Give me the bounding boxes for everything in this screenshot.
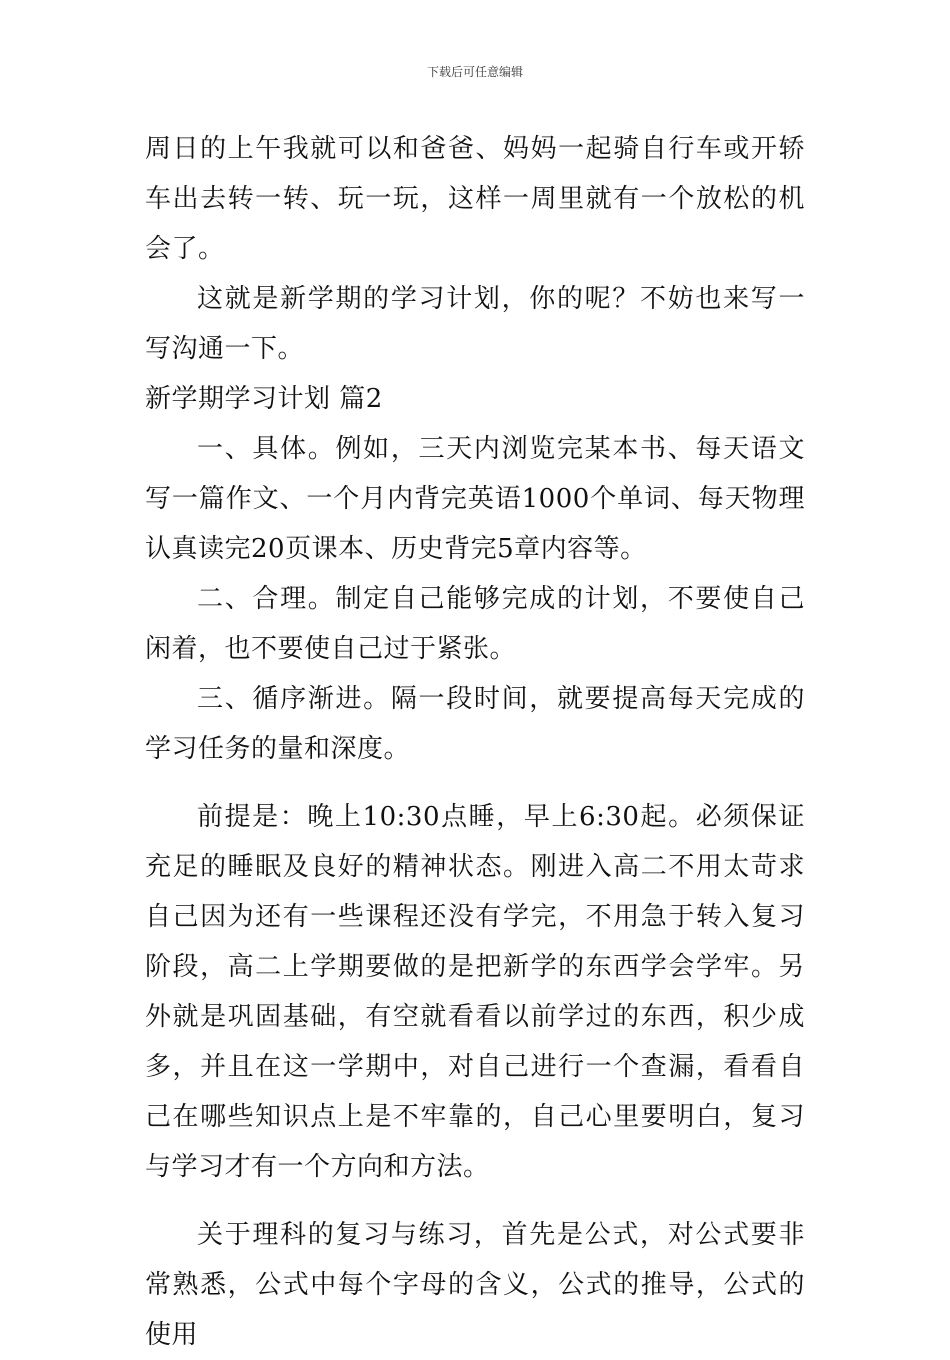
paragraph: 前提是：晚上10:30点睡，早上6:30起。必须保证充足的睡眠及良好的精神状态。刚进入高二不用太苛求自己因为还有一些课程还没有学完，不用急于转入复习阶段，高二上学期要做的是把新学的东西学会学牢。另外就是巩固基础，有空就看看以前学过的东西，积少成多，并且在这一学期中，对自己进行一个查漏，看看自己在哪些知识点上是不牢靠的，自己心里要明白，复习与学习才有一个方向和方法。 bbox=[145, 802, 805, 1182]
document-body bbox=[145, 124, 805, 1360]
paragraph: 这就是新学期的学习计划，你的呢？不妨也来写一写沟通一下。 bbox=[145, 284, 805, 364]
paragraph: 三、循序渐进。隔一段时间，就要提高每天完成的学习任务的量和深度。 bbox=[145, 684, 805, 764]
paragraph: 关于理科的复习与练习，首先是公式，对公式要非常熟悉，公式中每个字母的含义，公式的推导，公式的使用 bbox=[145, 1220, 805, 1350]
paragraph: 二、合理。制定自己能够完成的计划，不要使自己闲着，也不要使自己过于紧张。 bbox=[145, 584, 805, 664]
section-heading: 新学期学习计划 篇2 bbox=[145, 384, 383, 414]
paragraph: 周日的上午我就可以和爸爸、妈妈一起骑自行车或开轿车出去转一转、玩一玩，这样一周里就有一个放松的机会了。 bbox=[145, 134, 805, 264]
paragraph: 一、具体。例如，三天内浏览完某本书、每天语文写一篇作文、一个月内背完英语1000个单词、每天物理认真读完20页课本、历史背完5章内容等。 bbox=[145, 434, 805, 564]
page-header-note: 下载后可任意编辑 bbox=[426, 65, 523, 79]
